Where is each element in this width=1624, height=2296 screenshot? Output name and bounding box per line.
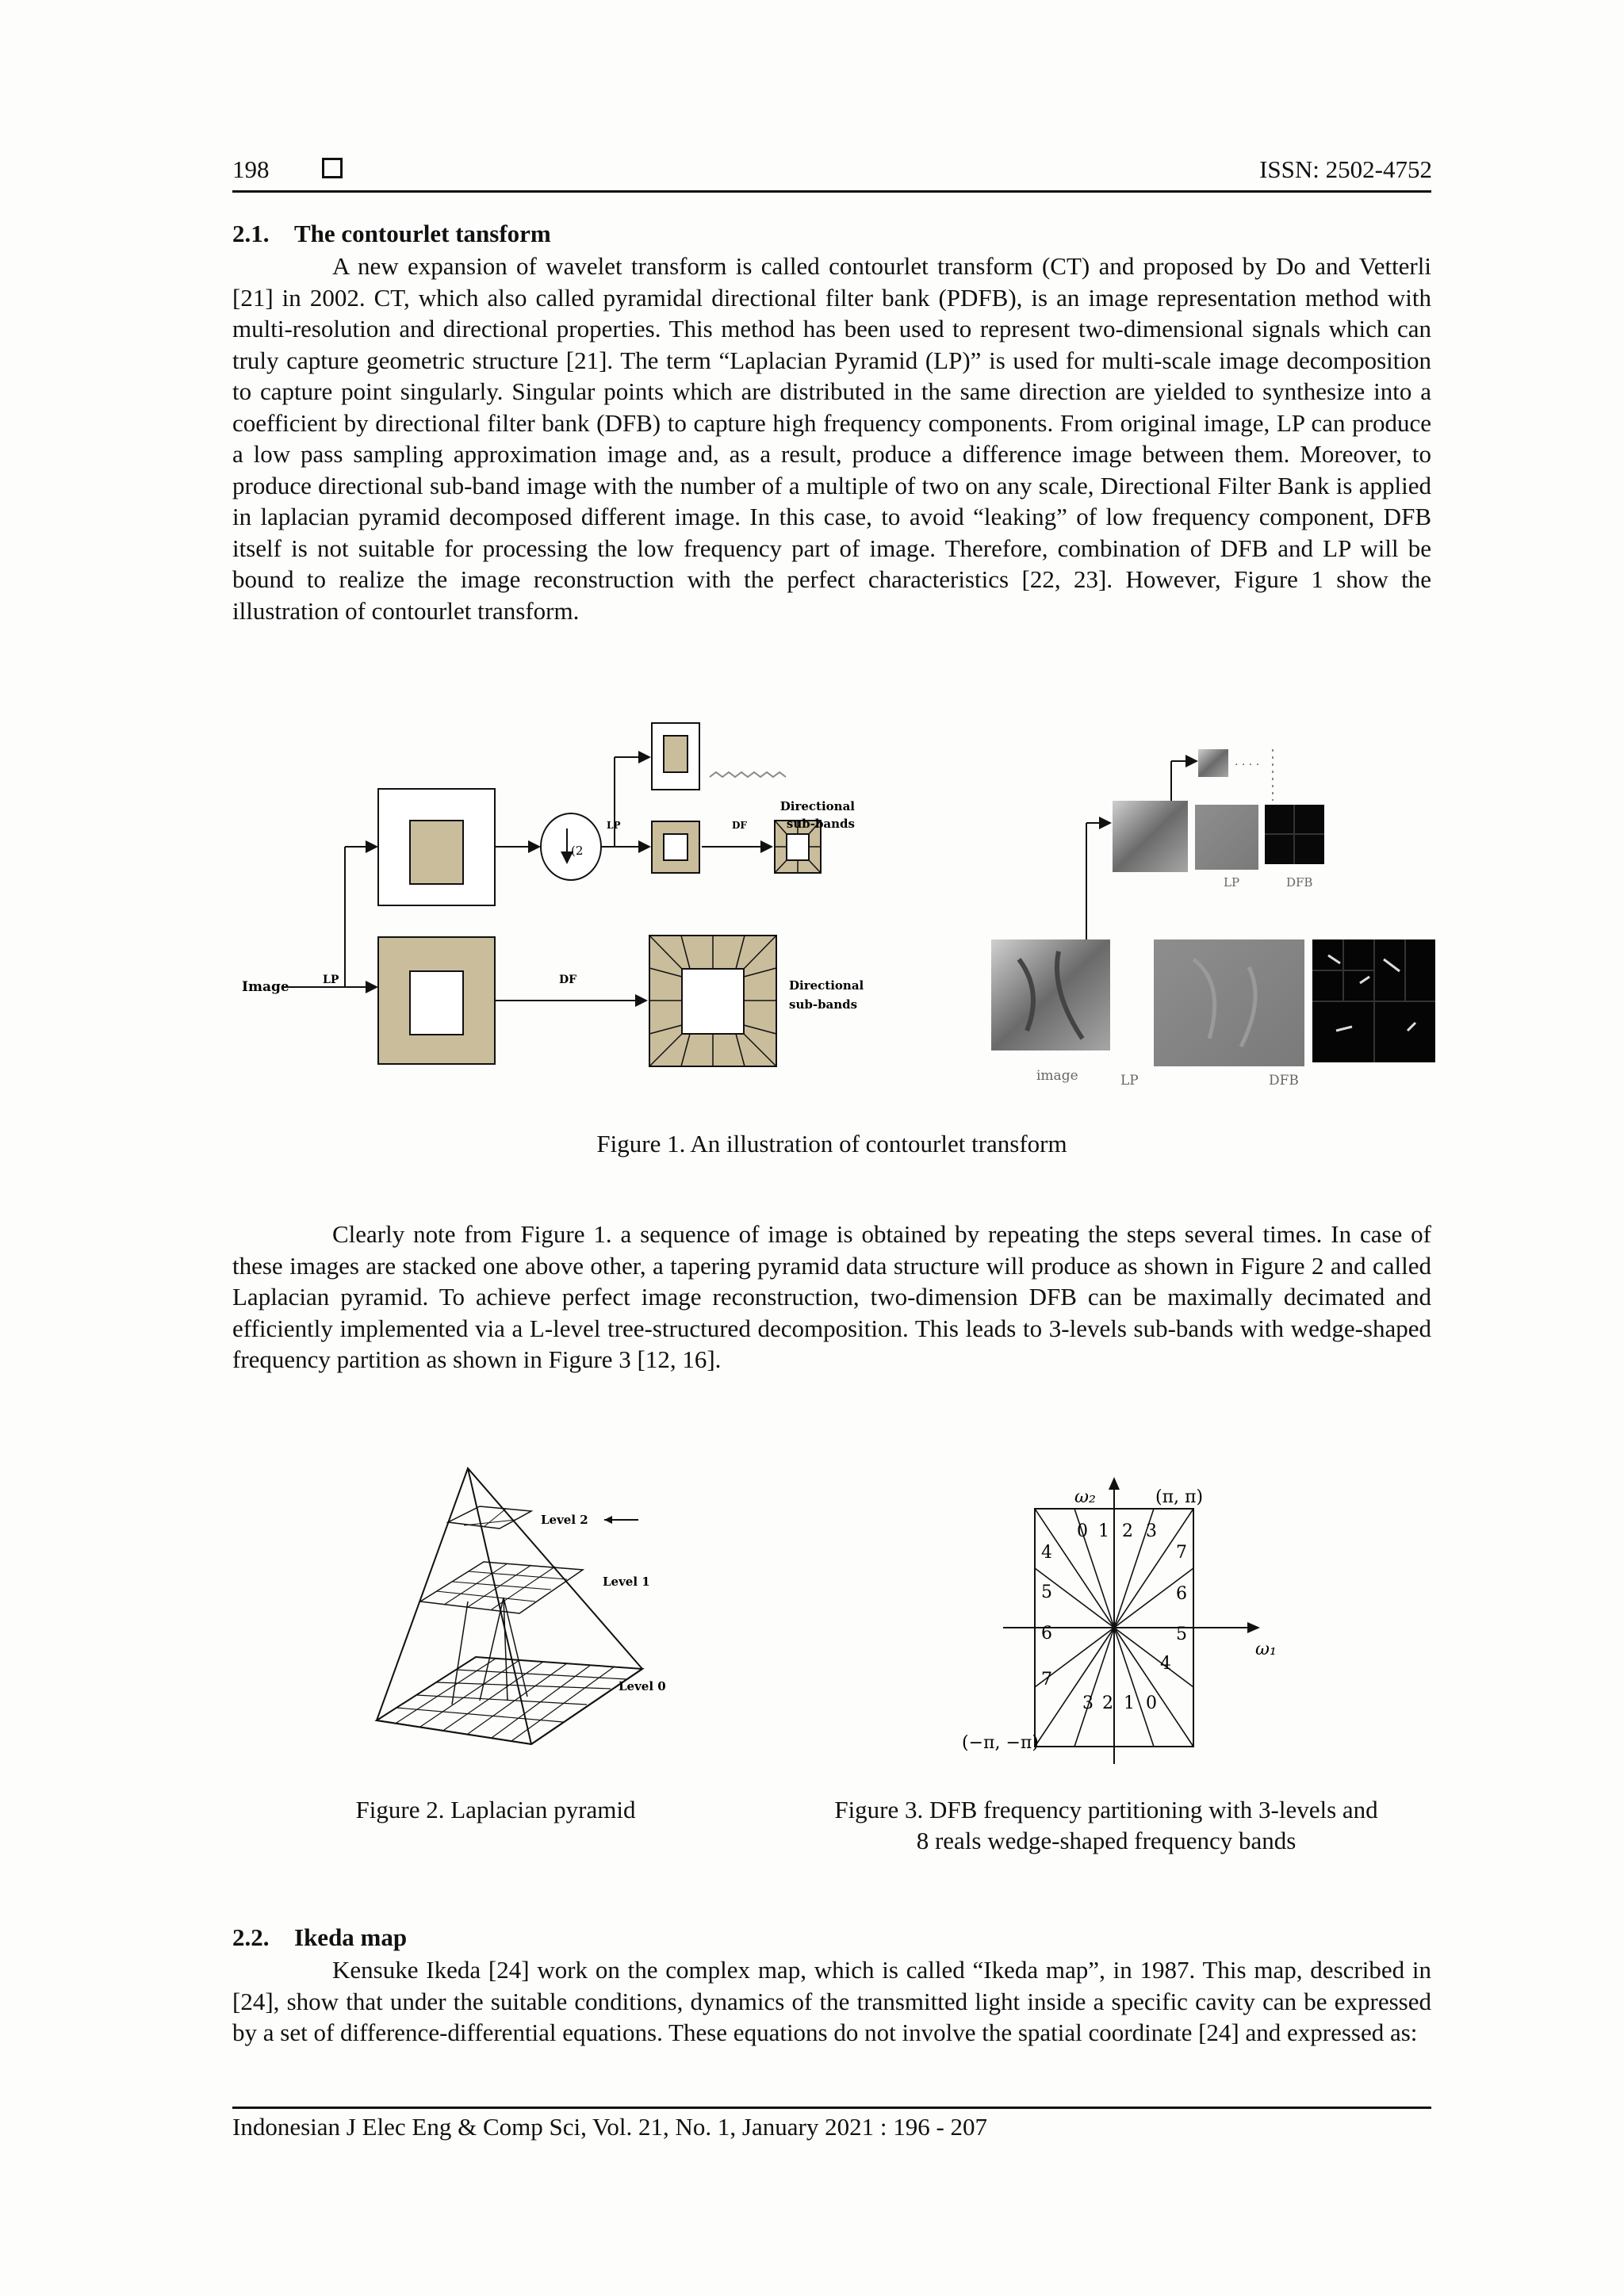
- lp-image-large: [1154, 939, 1304, 1066]
- figure3-caption-line2: 8 reals wedge-shaped frequency bands: [916, 1827, 1297, 1854]
- figure2-laplacian-pyramid: [373, 1459, 690, 1744]
- figure3-caption: [765, 1794, 1447, 1856]
- band-top-0: 0: [1077, 1521, 1088, 1541]
- band-left-7: 7: [1041, 1670, 1052, 1689]
- lp-upper-label: LP: [607, 820, 621, 831]
- band-top-3: 3: [1146, 1521, 1157, 1541]
- photo-lp-top-label: LP: [1224, 875, 1240, 890]
- footer-rule: [232, 2107, 1431, 2109]
- figure1-caption: Figure 1. An illustration of contourlet transform: [596, 1130, 1067, 1158]
- figure3-dfb-partition: [948, 1471, 1297, 1764]
- paragraph-laplacian: Clearly note from Figure 1. a sequence of image is obtained by repeating the steps several times. In case of these images are stacked one above other, a tapering pyramid data structure will produce as shown in Figure 2 and called Laplacian pyramid. To achieve perfect image reconstruction, two-dimension DFB can be maximally decimated and efficiently implemented via a L-level tree-structured decomposition. This leads to 3-levels sub-bands with wedge-shaped frequency partition as shown in Figure 3 [12, 16].: [232, 1220, 1431, 1373]
- header-rule: [232, 190, 1431, 193]
- figure1-photo-decomposition: [987, 745, 1439, 1094]
- lp-image-small: [1195, 805, 1258, 870]
- dir-upper-line2: sub-bands: [786, 817, 855, 831]
- section-heading-2-2: [232, 1923, 407, 1952]
- level2-label: Level 2: [541, 1513, 588, 1527]
- band-top-2: 2: [1122, 1521, 1133, 1541]
- section-heading-2-1: [232, 220, 551, 248]
- band-left-6: 6: [1041, 1624, 1052, 1644]
- band-top-1: 1: [1098, 1521, 1109, 1541]
- figure2-caption: Figure 2. Laplacian pyramid: [355, 1796, 636, 1823]
- band-bottom-3: 3: [1082, 1693, 1094, 1713]
- dir-upper-line1: Directional: [779, 799, 855, 813]
- photo-image-label: image: [1036, 1068, 1078, 1084]
- section-title: Ikeda map: [294, 1923, 408, 1951]
- band-bottom-2: 2: [1102, 1693, 1113, 1713]
- lp-approx-image: [1113, 801, 1188, 872]
- band-right-7: 7: [1176, 1543, 1187, 1563]
- figure3-caption-line1: Figure 3. DFB frequency partitioning with 3-levels and: [834, 1796, 1378, 1823]
- band-left-4: 4: [1041, 1543, 1052, 1563]
- bottom-left-corner-label: (−π, −π): [962, 1733, 1039, 1753]
- original-image: [991, 939, 1110, 1050]
- band-right-6: 6: [1176, 1584, 1187, 1604]
- top-level-image: [1198, 749, 1228, 777]
- section-number: 2.1.: [232, 220, 270, 247]
- section-number: 2.2.: [232, 1923, 270, 1951]
- header-square-icon: [322, 158, 343, 178]
- dir-lower-line2: sub-bands: [789, 997, 858, 1012]
- paragraph-ikeda: Kensuke Ikeda [24] work on the complex map, which is called “Ikeda map”, in 1987. This map, described in [24], show that under the suitable conditions, dynamics of the transmitted light inside a specific cavity can be expressed by a set of difference-differential equations. These equations do not involve the spatial coordinate [24] and expressed as:: [232, 1956, 1431, 2046]
- footer-citation: Indonesian J Elec Eng & Comp Sci, Vol. 21, No. 1, January 2021 : 196 - 207: [232, 2113, 988, 2141]
- level1-label: Level 1: [603, 1575, 650, 1589]
- figure1-block-diagram: [234, 721, 864, 1094]
- omega1-label: ω₁: [1255, 1640, 1277, 1659]
- photo-lp-label: LP: [1120, 1073, 1139, 1089]
- band-bottom-1: 1: [1124, 1693, 1135, 1713]
- downsample-label: (2: [571, 844, 584, 858]
- band-right-4: 4: [1160, 1654, 1171, 1674]
- svg-text:. . . .: . . . .: [1235, 756, 1260, 768]
- lp-main-label: LP: [323, 974, 339, 986]
- page-number: 198: [232, 155, 270, 183]
- photo-dfb-label: DFB: [1269, 1073, 1299, 1089]
- df-upper-label: DF: [732, 820, 747, 831]
- top-right-corner-label: (π, π): [1155, 1487, 1204, 1507]
- dir-lower-line1: Directional: [789, 978, 864, 993]
- band-right-5: 5: [1176, 1624, 1187, 1644]
- band-bottom-0: 0: [1146, 1693, 1157, 1713]
- paragraph-contourlet: A new expansion of wavelet transform is called contourlet transform (CT) and proposed by Do and Vetterli [21] in 2002. CT, which also called pyramidal directional filter bank (PDFB), is an image representation method with multi-resolution and directional properties. This method has been used to represent two-dimensional signals which can truly capture geometric structure [21]. The term “Laplacian Pyramid (LP)” is used for multi-scale image decomposition to capture point singularly. Singular points which are distributed in the same direction are yielded to synthesize into a coefficient by directional filter bank (DFB) to capture high frequency components. From original image, LP can produce a low pass sampling approximation image and, as a result, produce a difference image between them. Moreover, to produce directional sub-band image with the number of a multiple of two on any scale, Directional Filter Bank is applied in laplacian pyramid decomposed different image. In this case, to avoid “leaking” of low frequency component, DFB itself is not suitable for processing the low frequency part of image. Therefore, combination of DFB and LP will be bound to realize the image reconstruction with the perfect characteristics [22, 23]. However, Figure 1 show the illustration of contourlet transform.: [232, 252, 1431, 625]
- issn: ISSN: 2502-4752: [1259, 155, 1432, 183]
- image-label: Image: [242, 979, 289, 995]
- band-left-5: 5: [1041, 1582, 1052, 1602]
- section-title: The contourlet tansform: [294, 220, 551, 247]
- omega2-label: ω₂: [1074, 1487, 1096, 1507]
- df-main-label: DF: [559, 974, 577, 986]
- photo-dfb-top-label: DFB: [1286, 875, 1313, 890]
- level0-label: Level 0: [619, 1679, 666, 1693]
